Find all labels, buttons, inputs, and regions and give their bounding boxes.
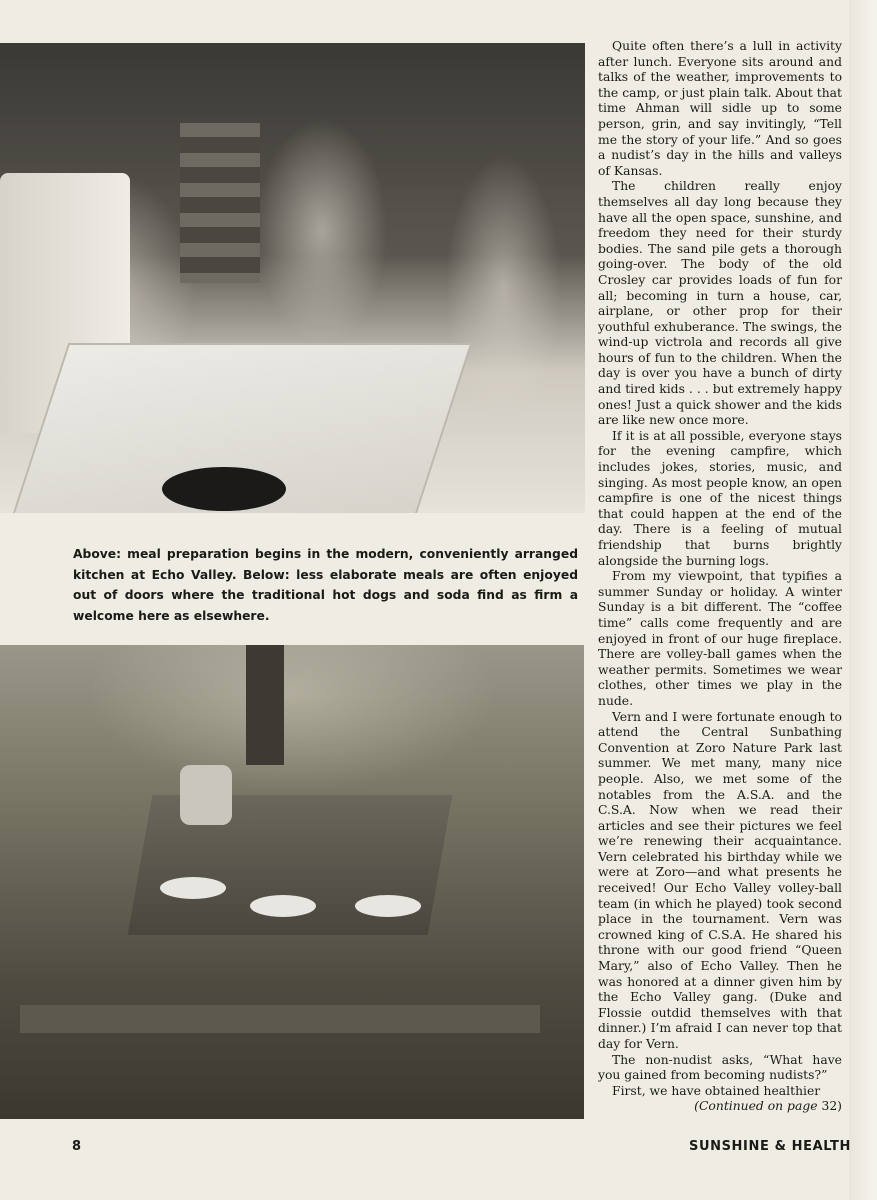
kitchen-photo: [0, 43, 585, 513]
pan-lid-shape: [162, 467, 286, 511]
photo-caption: Above: meal preparation begins in the modern, conveniently arranged kitchen at Echo Valley. Below: less elaborate meals are often enjoyed out of doors where the traditional hot dogs and soda find as firm a welcome here as elsewhere.: [73, 547, 578, 623]
bench-shape: [20, 1005, 540, 1033]
continued-prefix: (Continued on page: [694, 1099, 818, 1114]
article-paragraph: The children really enjoy themselves all day long because they have all the open space, sunshine, and freedom they need for their sturdy bodies. The sand pile gets a thorough going-over. The body of the old Crosley car provides loads of fun for all; becoming in turn a house, car, airplane, or other prop for their youthful exhuberance. The swings, the wind-up victrola and records all give hours of fun to the children. When the day is over you have a bunch of dirty and tired kids . . . but extremely happy ones! Just a quick shower and the kids are like new once more.: [598, 179, 842, 428]
article-paragraph: First, we have obtained healthier: [612, 1083, 821, 1098]
article-paragraph: Quite often there’s a lull in activity after lunch. Everyone sits around and talks of the weather, improvements to the camp, or just plain talk. About that time Ahman will sidle up to some person, grin, and say invitingly, “Tell me the story of your life.” And so goes a nudist’s day in the hills and valleys of Kansas.: [598, 39, 842, 178]
lantern-shape: [180, 765, 232, 825]
continued-page: 32): [821, 1099, 842, 1114]
plate-shape: [160, 877, 226, 899]
article-text-column: [598, 39, 842, 1115]
shelter-post-shape: [246, 645, 284, 765]
article-paragraph: From my viewpoint, that typifies a summer Sunday or holiday. A winter Sunday is a bit different. The “coffee time” calls come frequently and are enjoyed in front of our huge fireplace. There are volley-ball games when the weather permits. Sometimes we wear clothes, other times we play in the nude.: [598, 569, 842, 708]
article-paragraph: If it is at all possible, everyone stays for the evening campfire, which includes jokes, stories, music, and singing. As most people know, an open campfire is one of the nicest things that could happen at the end of the day. There is a feeling of mutual friendship that burns brightly alongside the burning logs.: [598, 428, 842, 568]
continued-note: [598, 1099, 842, 1115]
page-edge: [849, 0, 877, 1200]
article-paragraph: Vern and I were fortunate enough to attend the Central Sunbathing Convention at Zoro Nature Park last summer. We met many, many nice people. Also, we met some of the notables from the A.S.A. and the C.S.A. Now when we read their articles and see their pictures we feel we’re renewing their acquaintance. Vern celebrated his birthday while we were at Zoro—and what presents he received! Our Echo Valley volley-ball team (in which he played) took second place in the tournament. Vern was crowned king of C.S.A. He shared his throne with our good friend “Queen Mary,” also of Echo Valley. Then he was honored at a dinner given him by the Echo Valley gang. (Duke and Flossie outdid themselves with that dinner.) I’m afraid I can never top that day for Vern.: [598, 709, 842, 1051]
pantry-shelf-shape: [180, 123, 260, 283]
page-number: 8: [72, 1139, 82, 1154]
plate-shape: [355, 895, 421, 917]
plate-shape: [250, 895, 316, 917]
picnic-photo: [0, 645, 584, 1119]
magazine-title: SUNSHINE & HEALTH: [689, 1139, 851, 1154]
article-paragraph: The non-nudist asks, “What have you gained from becoming nudists?”: [598, 1052, 842, 1083]
